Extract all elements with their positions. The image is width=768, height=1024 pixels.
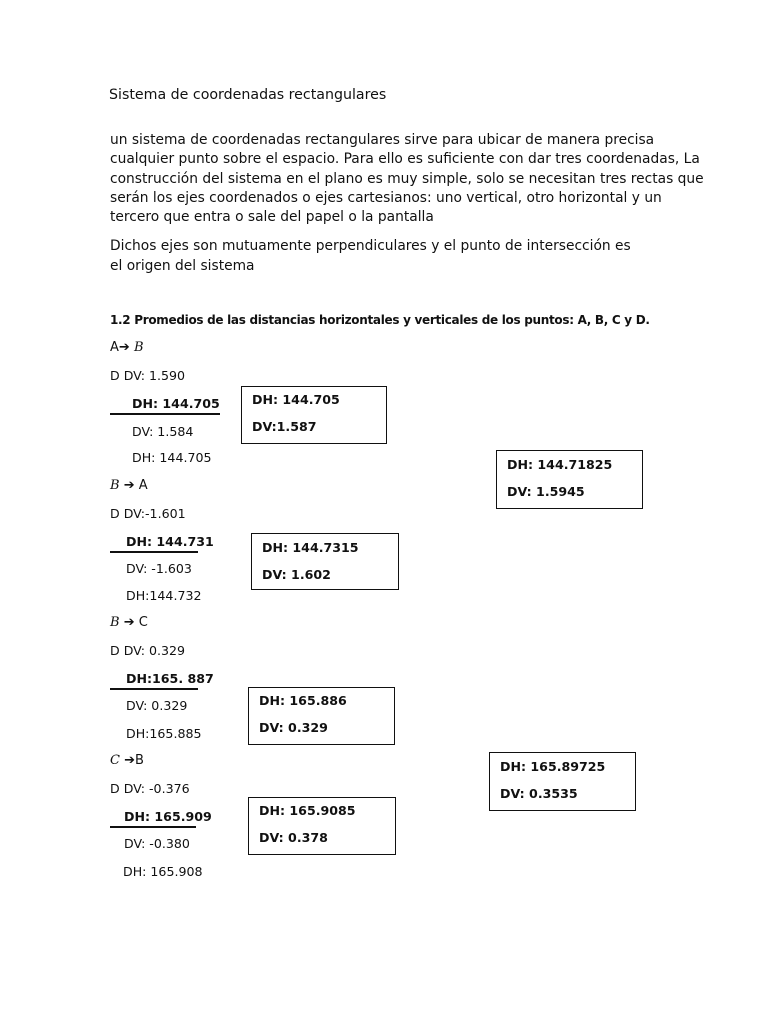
box-dv: DV:1.587	[252, 419, 317, 434]
paragraph-line: el origen del sistema	[110, 258, 255, 274]
measure-line: D DV: -0.376	[110, 781, 190, 796]
box-dv: DV: 0.3535	[500, 786, 578, 801]
box-dh: DH: 165.886	[259, 693, 347, 708]
summary-box	[489, 752, 636, 811]
box-dv: DV: 0.378	[259, 830, 328, 845]
measure-line: D DV: 1.590	[110, 368, 186, 383]
measure-line: DH:144.732	[126, 588, 202, 603]
measure-line: DH: 144.705	[132, 450, 212, 465]
divider-rule	[110, 551, 198, 553]
measure-line: DH: 144.705	[132, 396, 220, 411]
arrow-icon: ➔	[124, 753, 135, 768]
measure-line: DV: 1.584	[132, 424, 194, 439]
segment-to: A	[138, 478, 148, 493]
measure-line: DH: 165.909	[124, 809, 212, 824]
segment-from: B	[110, 615, 120, 630]
segment-to: B	[135, 753, 144, 768]
box-dv: DV: 1.5945	[507, 484, 585, 499]
measure-line: DV: -0.380	[124, 836, 190, 851]
document-title: Sistema de coordenadas rectangulares	[109, 87, 387, 103]
summary-box	[496, 450, 643, 509]
section-heading: 1.2 Promedios de las distancias horizontales y verticales de los puntos: A, B, C y D.	[110, 313, 650, 327]
measure-line: DV: 0.329	[126, 698, 188, 713]
segment-from: B	[110, 478, 120, 493]
arrow-icon: ➔	[123, 615, 135, 630]
paragraph-line: un sistema de coordenadas rectangulares sirve para ubicar de manera precisa	[110, 132, 655, 148]
divider-rule	[110, 688, 198, 690]
segment-to: C	[138, 615, 148, 630]
segment-label-b-c	[110, 615, 148, 630]
measure-line: DH: 165.908	[123, 864, 203, 879]
paragraph-line: tercero que entra o sale del papel o la pantalla	[110, 209, 434, 225]
measure-line: D DV:-1.601	[110, 506, 186, 521]
paragraph-line: construcción del sistema en el plano es muy simple, solo se necesitan tres rectas que	[110, 171, 704, 187]
measure-line: DH: 144.731	[126, 534, 214, 549]
segment-label-a-b	[110, 340, 144, 355]
average-box	[241, 386, 387, 444]
box-dh: DH: 144.7315	[262, 540, 359, 555]
paragraph-line: Dichos ejes son mutuamente perpendiculares y el punto de intersección es	[110, 238, 631, 254]
box-dv: DV: 1.602	[262, 567, 331, 582]
segment-to: B	[133, 340, 144, 355]
box-dh: DH: 144.71825	[507, 457, 613, 472]
box-dh: DH: 144.705	[252, 392, 340, 407]
segment-label-b-a	[110, 478, 148, 493]
box-dh: DH: 165.89725	[500, 759, 606, 774]
segment-label-c-b	[110, 753, 144, 768]
paragraph-line: cualquier punto sobre el espacio. Para ello es suficiente con dar tres coordenadas, La	[110, 151, 700, 167]
divider-rule	[110, 413, 220, 415]
segment-from: C	[110, 753, 120, 768]
measure-line: DH:165.885	[126, 726, 202, 741]
measure-line: DH:165. 887	[126, 671, 214, 686]
segment-from: A	[110, 340, 119, 355]
divider-rule	[110, 826, 196, 828]
measure-line: D DV: 0.329	[110, 643, 186, 658]
paragraph-line: serán los ejes coordenados o ejes cartesianos: uno vertical, otro horizontal y un	[110, 190, 662, 206]
measure-line: DV: -1.603	[126, 561, 192, 576]
average-box	[248, 687, 395, 745]
box-dv: DV: 0.329	[259, 720, 328, 735]
arrow-icon: ➔	[123, 478, 135, 493]
arrow-icon: ➔	[118, 340, 130, 355]
average-box	[248, 797, 396, 855]
box-dh: DH: 165.9085	[259, 803, 356, 818]
average-box	[251, 533, 399, 590]
